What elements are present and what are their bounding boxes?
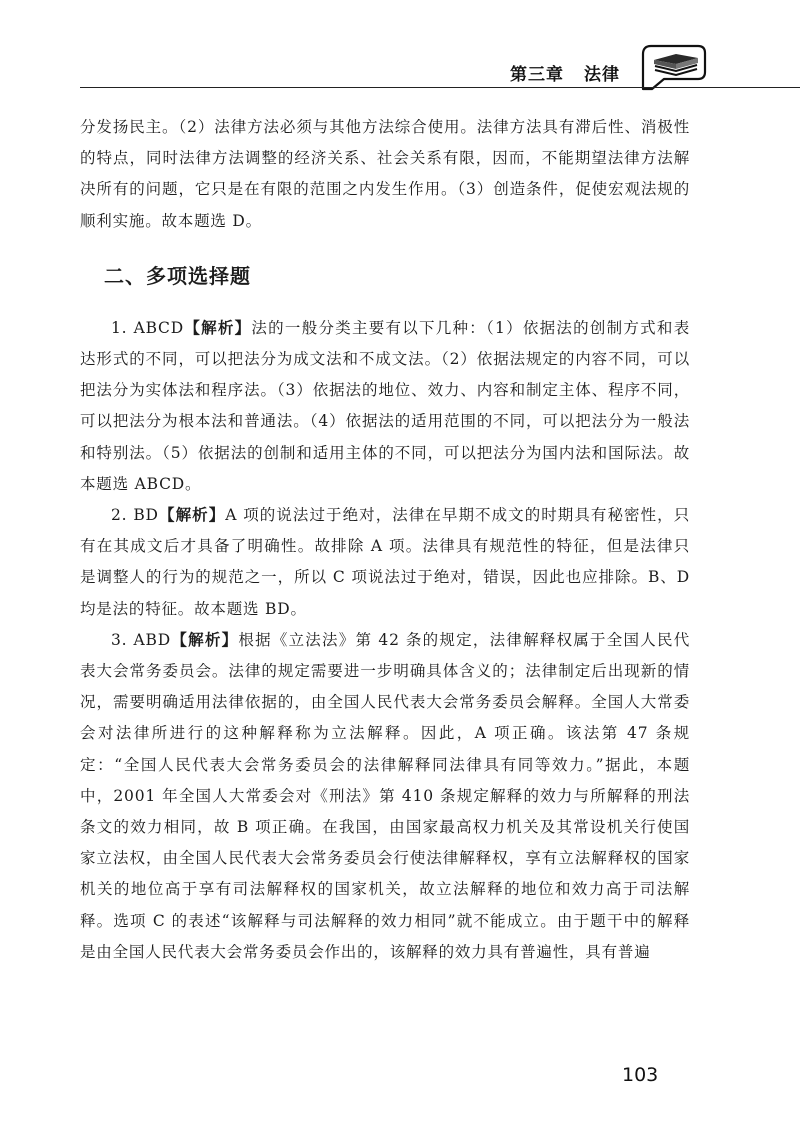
chapter-number: 第三章 xyxy=(510,65,564,85)
answer-3 xyxy=(80,625,690,968)
answer-3-prefix: 3. ABD xyxy=(111,630,171,649)
answer-2-text: A 项的说法过于绝对，法律在早期不成文的时期具有秘密性，只有在其成文后才具备了明确性。故排除 A 项。法律具有规范性的特征，但是法律只是调整人的行为的规范之一，所以 C 项说法过于绝对，错误，因此也应排除。B、D 均是法的特征。故本题选 BD。 xyxy=(80,506,690,618)
books-icon xyxy=(640,42,708,92)
page-number: 103 xyxy=(622,1064,659,1086)
answer-1-prefix: 1. ABCD xyxy=(111,318,184,337)
paragraph-continued: 分发扬民主。（2）法律方法必须与其他方法综合使用。法律方法具有滞后性、消极性的特点，同时法律方法调整的经济关系、社会关系有限，因而，不能期望法律方法解决所有的问题，它只是在有限的范围之内发生作用。（3）创造条件，促使宏观法规的顺利实施。故本题选 D。 xyxy=(80,118,690,230)
answer-1 xyxy=(80,313,690,500)
answer-3-text: 根据《立法法》第 42 条的规定，法律解释权属于全国人民代表大会常务委员会。法律的规定需要进一步明确具体含义的；法律制定后出现新的情况，需要明确适用法律依据的，由全国人民代表大会常务委员会解释。全国人大常委会对法律所进行的这种解释称为立法解释。因此，A 项正确。该法第 47 条规定：“全国人民代表大会常务委员会的法律解释同法律具有同等效力。”据此，本题中，2001 年全国人大常委会对《刑法》第 410 条规定解释的效力与所解释的刑法条文的效力相同，故 B 项正确。在我国，由国家最高权力机关及其常设机关行使国家立法权，由全国人民代表大会常务委员会行使法律解释权，享有立法解释权的国家机关的地位高于享有司法解释权的国家机关，故立法解释的地位和效力高于司法解释。选项 C 的表述“该解释与司法解释的效力相同”就不能成立。由于题干中的解释是由全国人民代表大会常务委员会作出的，该解释的效力具有普遍性，具有普遍 xyxy=(80,630,691,961)
running-head xyxy=(510,60,620,85)
analysis-tag: 【解析】 xyxy=(170,630,239,649)
analysis-tag: 【解析】 xyxy=(158,506,226,525)
section-heading: 二、多项选择题 xyxy=(104,263,251,288)
answer-2 xyxy=(80,500,690,625)
page-header xyxy=(0,0,800,100)
header-rule xyxy=(80,87,800,88)
page-body xyxy=(80,112,690,968)
analysis-tag: 【解析】 xyxy=(183,318,252,337)
answer-1-text: 法的一般分类主要有以下几种：（1）依据法的创制方式和表达形式的不同，可以把法分为成文法和不成文法。（2）依据法规定的内容不同，可以把法分为实体法和程序法。（3）依据法的地位、效力、内容和制定主体、程序不同，可以把法分为根本法和普通法。（4）依据法的适用范围的不同，可以把法分为一般法和特别法。（5）依据法的创制和适用主体的不同，可以把法分为国内法和国际法。故本题选 ABCD。 xyxy=(80,318,690,493)
answer-2-prefix: 2. BD xyxy=(111,506,159,525)
chapter-title: 法律 xyxy=(584,65,620,85)
